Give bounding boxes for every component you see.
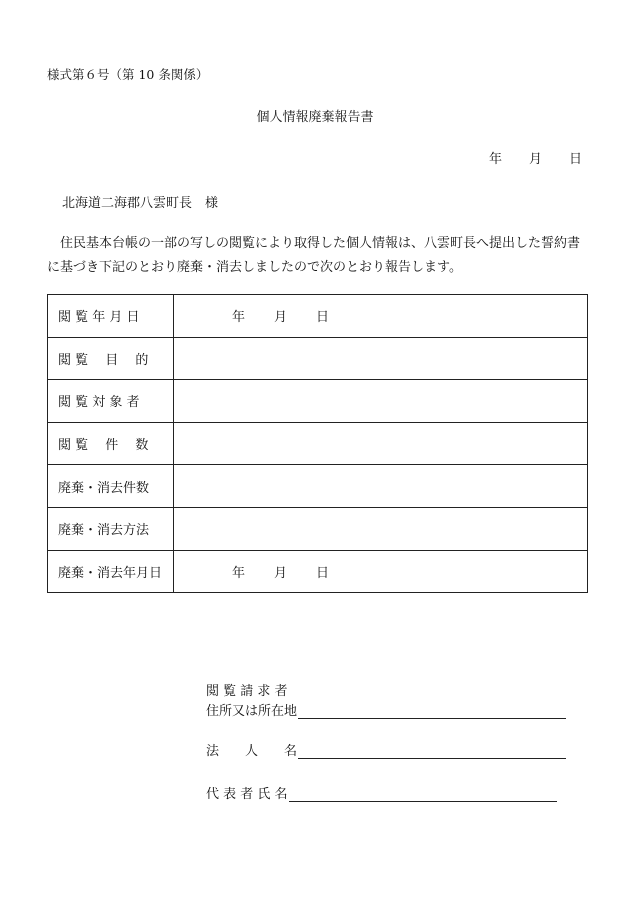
- report-table: [47, 294, 588, 593]
- date-year-label: 年: [232, 565, 246, 581]
- representative-label: 代 表 者 氏 名: [206, 787, 288, 802]
- table-row: [48, 550, 588, 593]
- body-text: 住民基本台帳の一部の写しの閲覧により取得した個人情報は、八雲町長へ提出した誓約書に基づき下記のとおり廃棄・消去しましたので次のとおり報告します。: [47, 236, 581, 275]
- date-day-label: 日: [316, 310, 330, 326]
- date-year-label: 年: [232, 310, 246, 326]
- disposal-date-field[interactable]: [174, 550, 588, 593]
- disposal-method-field[interactable]: [174, 507, 588, 550]
- row-label-viewing-count: 閲 覧 件 数: [48, 422, 174, 465]
- form-number: 様式第６号（第 10 条関係）: [47, 67, 209, 82]
- table-row: [48, 507, 588, 550]
- address-row: [206, 700, 566, 719]
- row-label-disposal-date: 廃棄・消去年月日: [48, 550, 174, 593]
- table-row: [48, 380, 588, 423]
- disposal-count-field[interactable]: [174, 465, 588, 508]
- table-row: [48, 337, 588, 380]
- representative-row: [206, 783, 557, 802]
- viewing-purpose-field[interactable]: [174, 337, 588, 380]
- viewing-count-field[interactable]: [174, 422, 588, 465]
- viewing-subjects-field[interactable]: [174, 380, 588, 423]
- row-label-disposal-method: 廃棄・消去方法: [48, 507, 174, 550]
- date-month-label: 月: [274, 565, 288, 581]
- date-month-label: 月: [274, 310, 288, 326]
- viewing-date-field[interactable]: [174, 295, 588, 338]
- date-day-label: 日: [316, 565, 330, 581]
- corporation-field[interactable]: [298, 745, 566, 759]
- document-title: 個人情報廃棄報告書: [256, 110, 374, 125]
- address-label: 住所又は所在地: [206, 704, 298, 719]
- row-label-disposal-count: 廃棄・消去件数: [48, 465, 174, 508]
- date-year-label: 年: [488, 152, 502, 167]
- corporation-label: 法 人 名: [206, 744, 298, 759]
- table-row: [48, 465, 588, 508]
- date-month-label: 月: [528, 152, 542, 167]
- addressee: 北海道二海郡八雲町長 様: [62, 196, 219, 211]
- date-day-label: 日: [568, 152, 582, 167]
- address-field[interactable]: [298, 705, 566, 719]
- report-date: [462, 148, 582, 167]
- corporation-row: [206, 740, 566, 759]
- representative-field[interactable]: [289, 788, 557, 802]
- row-label-viewing-subjects: 閲 覧 対 象 者: [48, 380, 174, 423]
- table-row: [48, 295, 588, 338]
- requester-heading: 閲 覧 請 求 者: [206, 684, 288, 699]
- row-label-viewing-date: 閲 覧 年 月 日: [48, 295, 174, 338]
- row-label-viewing-purpose: 閲 覧 目 的: [48, 337, 174, 380]
- table-row: [48, 422, 588, 465]
